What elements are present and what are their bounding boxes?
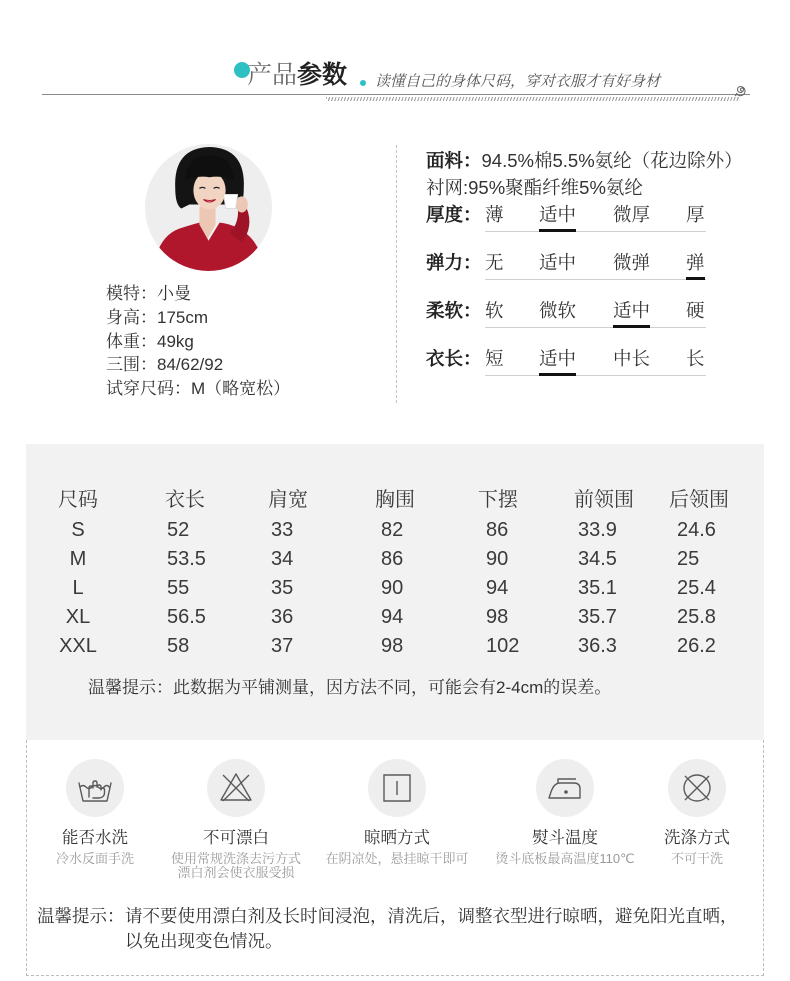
attr-option: 适中 xyxy=(539,204,577,225)
table-cell-size: L xyxy=(72,577,84,599)
table-cell: 98 xyxy=(486,606,509,628)
table-cell: 56.5 xyxy=(167,606,206,628)
page-title-light: 产品 xyxy=(247,61,298,89)
selected-indicator xyxy=(539,373,576,376)
table-cell: 53.5 xyxy=(167,548,206,570)
table-cell: 55 xyxy=(167,577,190,599)
attr-option: 中长 xyxy=(613,348,651,369)
table-cell: 25 xyxy=(677,548,700,570)
tagline-bullet xyxy=(360,80,366,86)
size-table-note: 温馨提示：此数据为平铺测量，因方法不同，可能会有2-4cm的误差。 xyxy=(88,678,612,697)
table-cell: 35 xyxy=(271,577,294,599)
attr-scale xyxy=(485,203,706,232)
care-desc: 冷水反面手洗 xyxy=(55,851,134,866)
care-desc: 在阴凉处，悬挂晾干即可 xyxy=(325,851,469,866)
table-header-cell: 后领围 xyxy=(669,489,729,511)
attr-option: 适中 xyxy=(613,300,651,321)
table-cell: 33.9 xyxy=(578,519,617,541)
attr-option: 弹 xyxy=(686,252,705,273)
attr-option: 长 xyxy=(686,348,705,369)
fabric-line xyxy=(426,147,743,174)
table-header-cell: 尺码 xyxy=(58,489,98,511)
table-cell-size: M xyxy=(69,548,87,570)
attr-option: 短 xyxy=(485,348,504,369)
table-cell: 94 xyxy=(486,577,509,599)
attr-option: 无 xyxy=(485,252,504,273)
hand-wash-icon xyxy=(66,759,124,817)
selected-indicator xyxy=(686,277,705,280)
table-cell: 34.5 xyxy=(578,548,617,570)
table-header-cell: 下摆 xyxy=(478,489,518,511)
table-cell: 52 xyxy=(167,519,190,541)
table-cell: 34 xyxy=(271,548,294,570)
attr-scale xyxy=(485,251,706,280)
header-rule xyxy=(42,94,750,95)
attr-row-thickness xyxy=(426,203,716,235)
selected-indicator xyxy=(539,229,576,232)
header-hatch-divider xyxy=(326,97,740,101)
size-table-header xyxy=(0,488,764,512)
page-title-bold: 参数 xyxy=(297,61,348,89)
table-row xyxy=(0,547,764,571)
care-item-dry xyxy=(317,759,477,866)
care-tip-line: 请不要使用漂白剂及长时间浸泡，清洗后，调整衣型进行晾晒，避免阳光直晒， xyxy=(125,906,738,926)
attr-row-elasticity xyxy=(426,251,716,283)
table-cell: 36.3 xyxy=(578,635,617,657)
care-title: 能否水洗 xyxy=(62,829,128,847)
table-cell: 35.7 xyxy=(578,606,617,628)
care-desc: 不可干洗 xyxy=(670,851,723,866)
care-desc: 烫斗底板最高温度110℃ xyxy=(495,851,635,866)
table-row xyxy=(0,576,764,600)
attr-option: 微厚 xyxy=(613,204,651,225)
table-row xyxy=(0,605,764,629)
table-cell: 82 xyxy=(381,519,404,541)
attr-option: 软 xyxy=(485,300,504,321)
table-cell: 33 xyxy=(271,519,294,541)
table-cell: 86 xyxy=(381,548,404,570)
fabric-info xyxy=(426,147,743,201)
fabric-label: 面料： xyxy=(426,150,482,171)
page-tagline: 读懂自己的身体尺码，穿对衣服才有好身材 xyxy=(375,73,661,90)
care-item-bleach xyxy=(156,759,316,880)
attr-option: 厚 xyxy=(686,204,705,225)
care-title: 熨斗温度 xyxy=(532,829,598,847)
table-cell: 98 xyxy=(381,635,404,657)
table-cell: 36 xyxy=(271,606,294,628)
page-title xyxy=(247,60,347,90)
table-cell: 37 xyxy=(271,635,294,657)
table-row xyxy=(0,634,764,658)
table-cell: 90 xyxy=(486,548,509,570)
table-cell-size: XXL xyxy=(59,635,97,657)
care-title: 晾晒方式 xyxy=(364,829,430,847)
table-cell: 94 xyxy=(381,606,404,628)
table-header-cell: 前领围 xyxy=(574,489,634,511)
fabric-value: 94.5%棉5.5%氨纶（花边除外） xyxy=(481,150,743,171)
table-row xyxy=(0,518,764,542)
attr-row-length xyxy=(426,347,716,379)
model-height: 身高：175cm xyxy=(106,307,209,327)
table-header-cell: 胸围 xyxy=(375,489,415,511)
attr-label: 厚度： xyxy=(426,204,482,225)
table-header-cell: 衣长 xyxy=(165,489,205,511)
care-desc: 漂白剂会使衣服受损 xyxy=(177,865,295,880)
attr-option: 适中 xyxy=(539,348,577,369)
care-item-dry-clean xyxy=(617,759,777,866)
care-tip-label: 温馨提示： xyxy=(37,906,125,926)
table-cell: 25.4 xyxy=(677,577,716,599)
care-title: 不可漂白 xyxy=(203,829,269,847)
attr-option: 薄 xyxy=(485,204,504,225)
table-cell: 25.8 xyxy=(677,606,716,628)
care-title: 洗涤方式 xyxy=(664,829,730,847)
care-item-wash xyxy=(15,759,175,866)
model-avatar xyxy=(145,144,272,271)
care-desc: 使用常规洗涤去污方式 xyxy=(170,851,301,866)
table-cell: 102 xyxy=(486,635,520,657)
care-tip-text xyxy=(125,904,738,954)
selected-indicator xyxy=(613,325,650,328)
attr-scale xyxy=(485,347,706,376)
section-divider xyxy=(396,145,397,403)
table-cell: 86 xyxy=(486,519,509,541)
attr-row-softness xyxy=(426,299,716,331)
table-cell: 58 xyxy=(167,635,190,657)
table-header-cell: 肩宽 xyxy=(268,489,308,511)
attr-label: 弹力： xyxy=(426,252,482,273)
swirl-ornament-icon xyxy=(734,82,750,98)
table-cell: 26.2 xyxy=(677,635,716,657)
lining-line: 衬网:95%聚酯纤维5%氨纶 xyxy=(426,177,643,198)
model-info xyxy=(106,282,290,401)
attr-scale xyxy=(485,299,706,328)
care-tip-line: 以免出现变色情况。 xyxy=(125,931,283,951)
attr-option: 硬 xyxy=(686,300,705,321)
no-bleach-icon xyxy=(207,759,265,817)
table-cell: 35.1 xyxy=(578,577,617,599)
attr-option: 微软 xyxy=(539,300,577,321)
table-cell-size: XL xyxy=(65,606,91,628)
attr-option: 微弹 xyxy=(613,252,651,273)
attr-option: 适中 xyxy=(539,252,577,273)
table-cell-size: S xyxy=(71,519,85,541)
model-weight: 体重：49kg xyxy=(106,331,194,351)
table-cell: 24.6 xyxy=(677,519,716,541)
attr-label: 衣长： xyxy=(426,348,482,369)
table-cell: 90 xyxy=(381,577,404,599)
iron-icon xyxy=(536,759,594,817)
model-try-on-size: 试穿尺码：M（略宽松） xyxy=(106,379,291,398)
no-dry-clean-icon xyxy=(668,759,726,817)
line-dry-icon xyxy=(368,759,426,817)
model-measurements: 三围：84/62/92 xyxy=(106,355,224,375)
attr-label: 柔软： xyxy=(426,300,482,321)
model-name: 模特：小曼 xyxy=(106,284,191,303)
